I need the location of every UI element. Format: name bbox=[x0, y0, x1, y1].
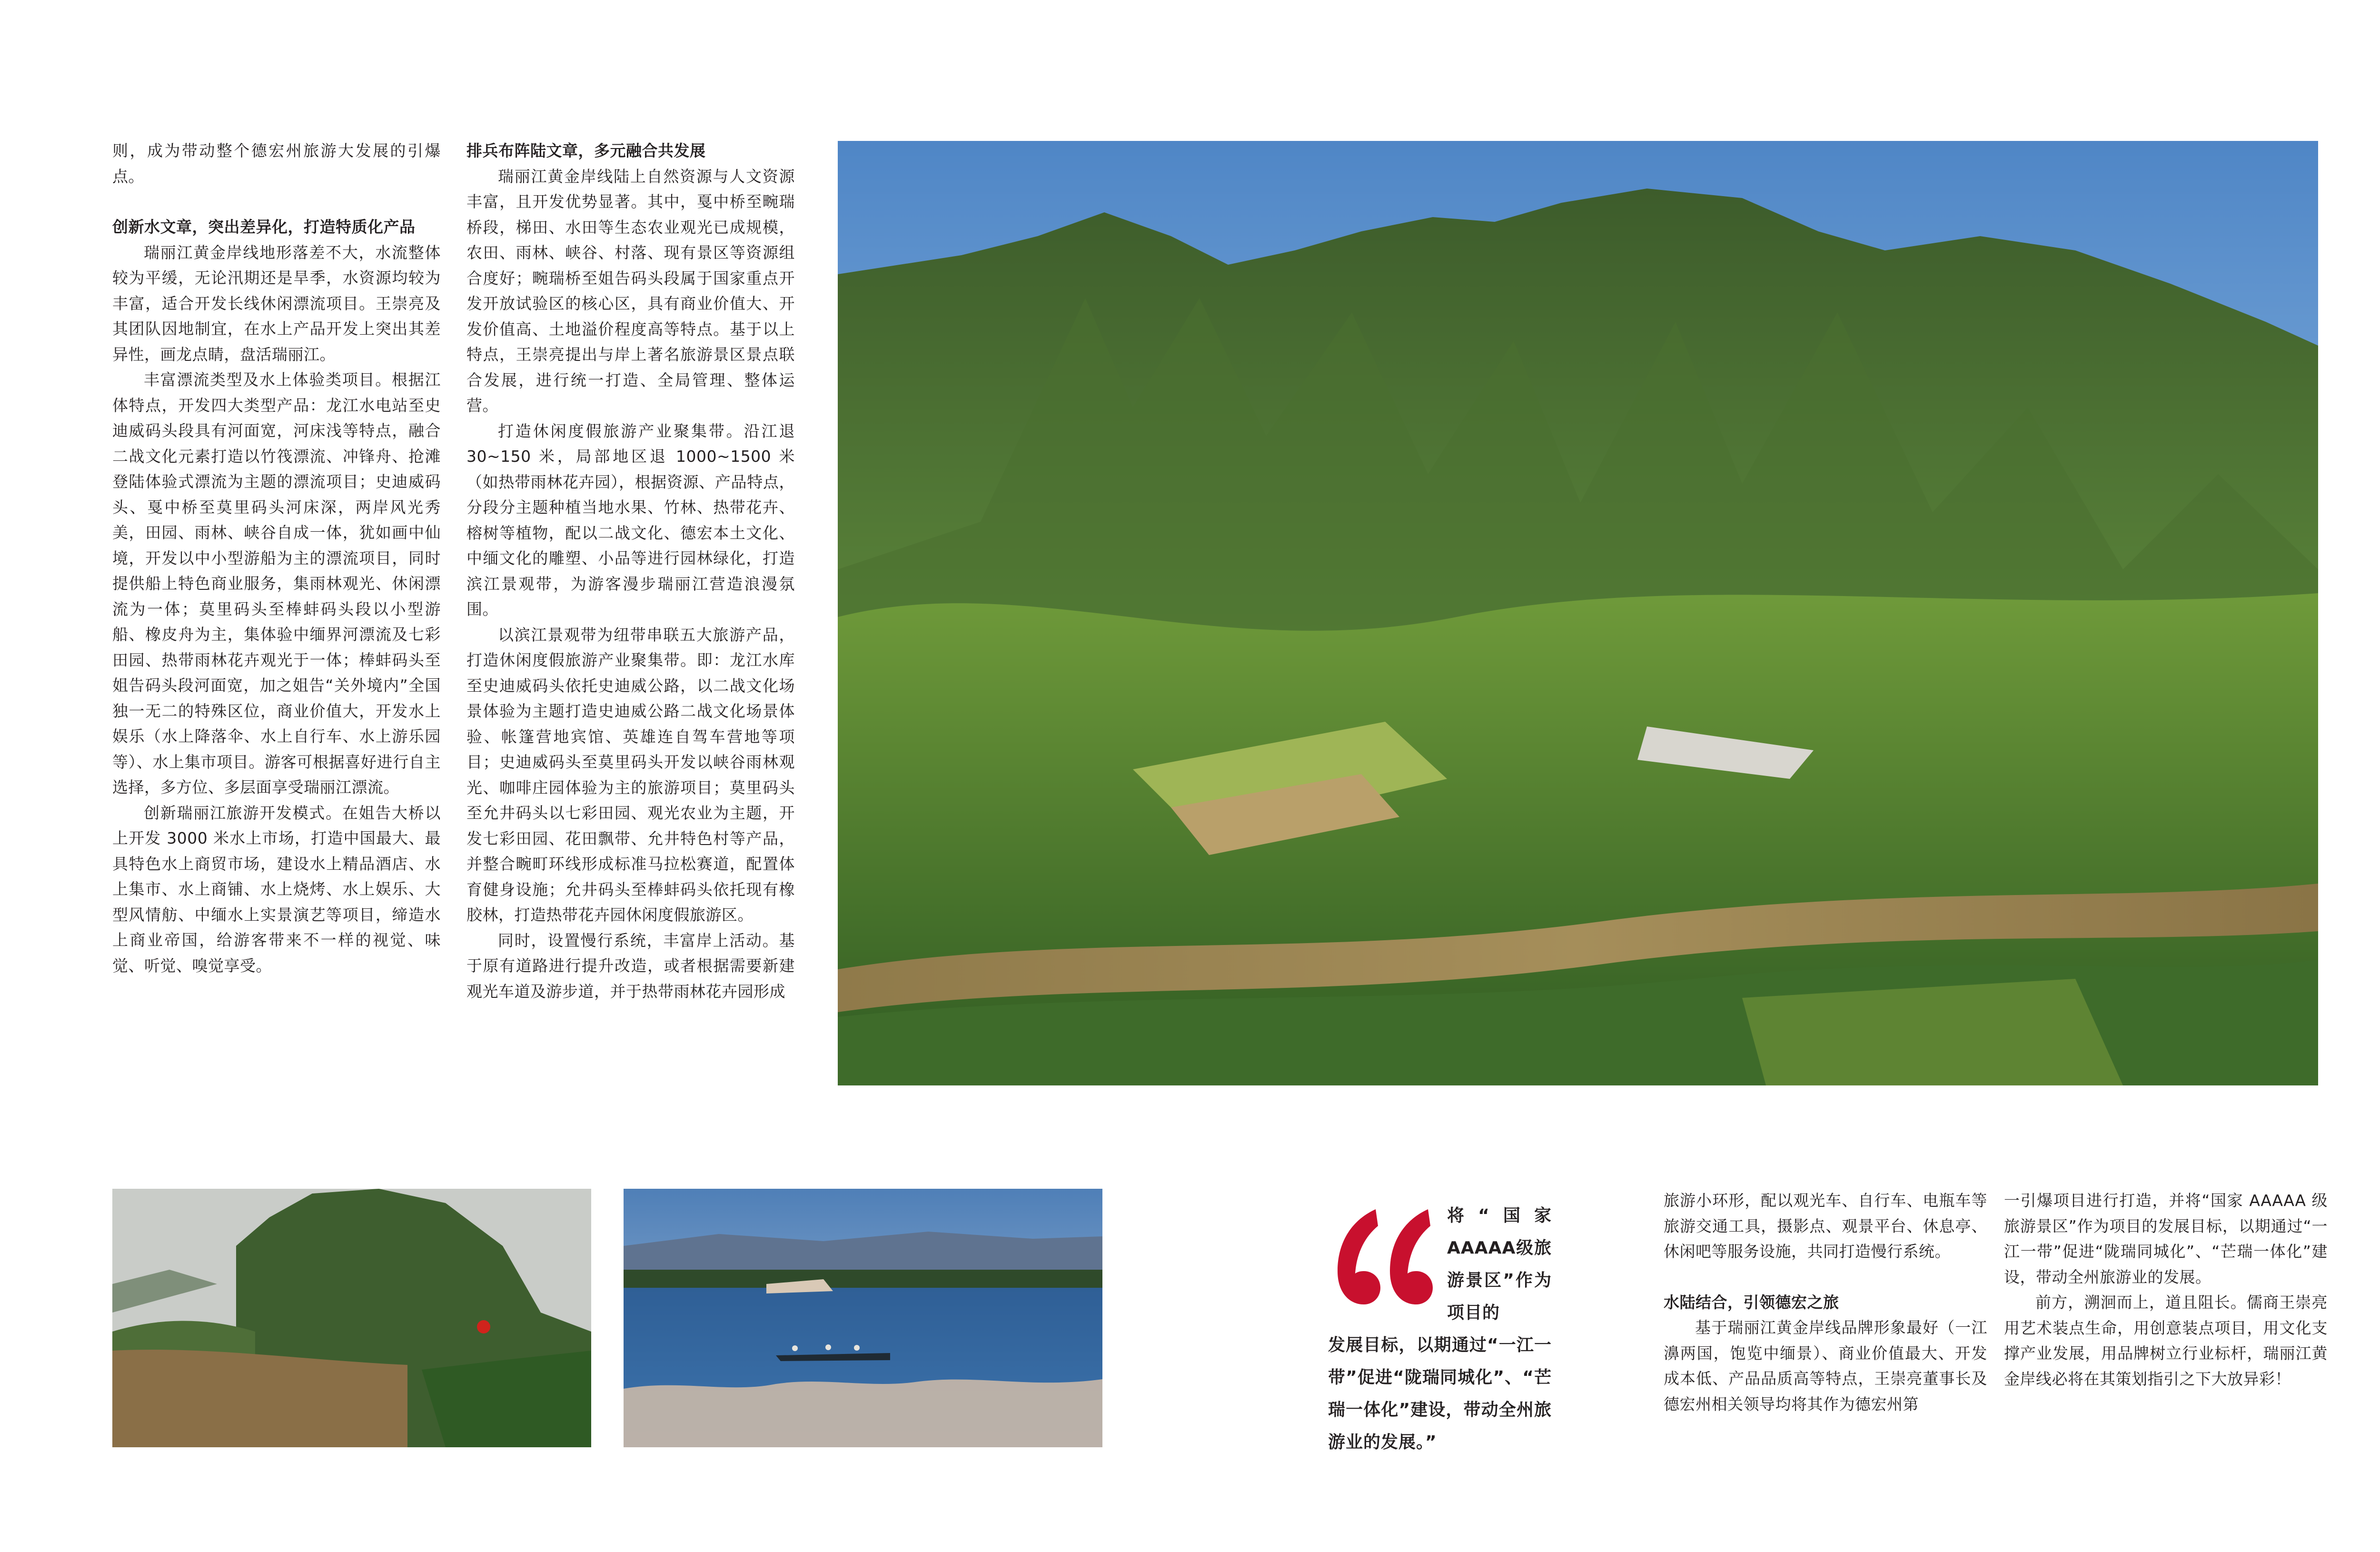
article-column-3 bbox=[1664, 1188, 1987, 1417]
paragraph: 基于瑞丽江黄金岸线品牌形象最好（一江濞两国，饱览中缅景）、商业价值最大、开发成本低、产品品质高等特点，王崇亮董事长及德宏州相关领导均将其作为德宏州第 bbox=[1664, 1318, 1987, 1413]
paragraph: 创新瑞丽江旅游开发模式。在姐告大桥以上开发 3000 米水上市场，打造中国最大、最具特色水上商贸市场，建设水上精品酒店、水上集市、水上商铺、水上烧烤、水上娱乐、大型风情舫、中缅水上实景演艺等项目，缔造水上商业帝国，给游客带来不一样的视觉、味觉、听觉、嗅觉享受。 bbox=[112, 803, 441, 975]
mountain-valley-river-photo bbox=[838, 141, 2318, 1085]
cliff-river-photo bbox=[112, 1189, 591, 1447]
paragraph-continued: 一引爆项目进行打造，并将“国家 AAAAA 级旅游景区”作为项目的发展目标，以期通过“一江一带”促进“陇瑞同城化”、“芒瑞一体化”建设，带动全州旅游业的发展。 bbox=[2004, 1191, 2328, 1286]
pull-quote-lead: 将“国家AAAAA级旅游景区”作为项目的 bbox=[1447, 1206, 1552, 1323]
boat-reeds-photo bbox=[624, 1189, 1102, 1447]
paragraph: 丰富漂流类型及水上体验类项目。根据江体特点，开发四大类型产品：龙江水电站至史迪威码头段具有河面宽，河床浅等特点，融合二战文化元素打造以竹筏漂流、冲锋舟、抢滩登陆体验式漂流为主题的漂流项目；史迪威码头、戛中桥至莫里码头河床深，两岸风光秀美，田园、雨林、峡谷自成一体，犹如画中仙境，开发以中小型游船为主的漂流项目，同时提供船上特色商业服务，集雨林观光、休闲漂流为一体；莫里码头至棒蚌码头段以小型游船、橡皮舟为主，集体验中缅界河漂流及七彩田园、热带雨林花卉观光于一体；棒蚌码头至姐告码头段河面宽，加之姐告“关外境内”全国独一无二的特殊区位，商业价值大，开发水上娱乐（水上降落伞、水上自行车、水上游乐园等）、水上集市项目。游客可根据喜好进行自主选择，多方位、多层面享受瑞丽江漂流。 bbox=[112, 370, 441, 796]
paragraph: 打造休闲度假旅游产业聚集带。沿江退 30~150 米，局部地区退 1000~1500 米（如热带雨林花卉园），根据资源、产品特点，分段分主题种植当地水果、竹林、热带花卉、榕树等植物，配以二战文化、德宏本土文化、中缅文化的雕塑、小品等进行园林绿化，打造滨江景观带，为游客漫步瑞丽江营造浪漫氛围。 bbox=[466, 421, 795, 618]
paragraph: 以滨江景观带为纽带串联五大旅游产品，打造休闲度假旅游产业聚集带。即：龙江水库至史迪威码头依托史迪威公路，以二战文化场景体验为主题打造史迪威公路二战文化场景体验、帐篷营地宾馆、英雄连自驾车营地等项目；史迪威码头至莫里码头开发以峡谷雨林观光、咖啡庄园体验为主的旅游项目；莫里码头至允井码头以七彩田园、观光农业为主题，开发七彩田园、花田飘带、允井特色村等产品，并整合畹町环线形成标准马拉松赛道，配置体育健身设施；允井码头至棒蚌码头依托现有橡胶林，打造热带花卉园休闲度假旅游区。 bbox=[466, 625, 795, 924]
paragraph: 瑞丽江黄金岸线地形落差不大，水流整体较为平缓，无论汛期还是旱季，水资源均较为丰富，适合开发长线休闲漂流项目。王崇亮及其团队因地制宜，在水上产品开发上突出其差异性，画龙点睛，盘活瑞丽江。 bbox=[112, 243, 441, 364]
lead-line: 则，成为带动整个德宏州旅游大发展的引爆点。 bbox=[112, 141, 441, 186]
pull-quote-body: 发展目标，以期通过“一江一带”促进“陇瑞同城化”、“芒瑞一体化”建设，带动全州旅游业的发展。” bbox=[1328, 1335, 1552, 1452]
article-column-2 bbox=[466, 138, 795, 1004]
paragraph: 瑞丽江黄金岸线陆上自然资源与人文资源丰富，且开发优势显著。其中，戛中桥至畹瑞桥段，梯田、水田等生态农业观光已成规模，农田、雨林、峡谷、村落、现有景区等资源组合度好；畹瑞桥至姐告码头段属于国家重点开发开放试验区的核心区，具有商业价值大、开发价值高、土地溢价程度高等特点。基于以上特点，王崇亮提出与岸上著名旅游景区景点联合发展，进行统一打造、全局管理、整体运营。 bbox=[466, 167, 795, 415]
paragraph-continued: 旅游小环形，配以观光车、自行车、电瓶车等旅游交通工具，摄影点、观景平台、休息亭、休闲吧等服务设施，共同打造慢行系统。 bbox=[1664, 1191, 1987, 1261]
quote-mark-icon bbox=[1330, 1209, 1433, 1304]
section-heading-land: 排兵布阵陆文章，多元融合共发展 bbox=[466, 141, 706, 160]
section-heading-water: 创新水文章，突出差异化，打造特质化产品 bbox=[112, 218, 416, 236]
paragraph: 前方，溯洄而上，道且阻长。儒商王崇亮用艺术装点生命，用创意装点项目，用文化支撑产业发展，用品牌树立行业标杆，瑞丽江黄金岸线必将在其策划指引之下大放异彩！ bbox=[2004, 1293, 2328, 1388]
paragraph: 同时，设置慢行系统，丰富岸上活动。基于原有道路进行提升改造，或者根据需要新建观光车道及游步道，并于热带雨林花卉园形成 bbox=[466, 931, 795, 1001]
section-heading-combined: 水陆结合，引领德宏之旅 bbox=[1664, 1293, 1839, 1312]
article-column-4 bbox=[2004, 1188, 2328, 1392]
article-column-1 bbox=[112, 138, 441, 978]
